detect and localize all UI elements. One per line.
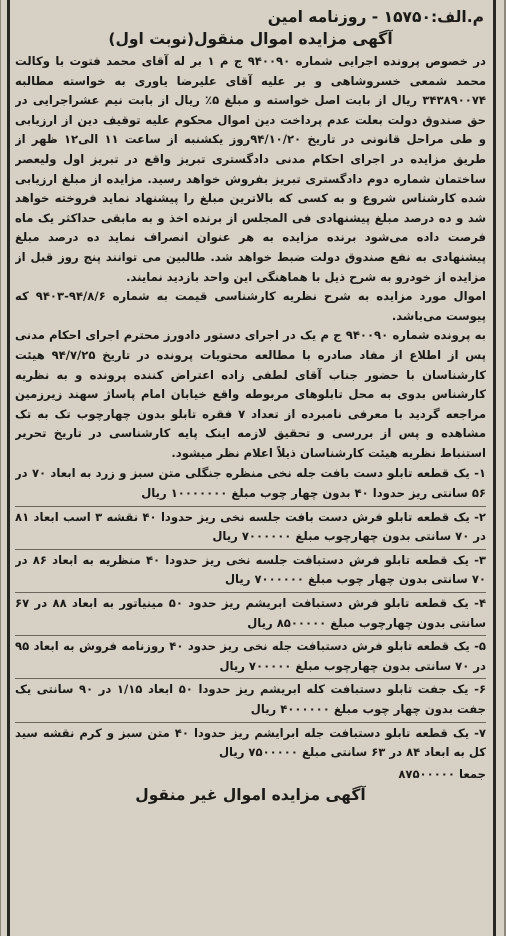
next-notice-heading: آگهی مزایده اموال غیر منقول xyxy=(135,786,366,805)
auction-item-7: ۷- یک قطعه تابلو دستبافت جله ابرایشم ریز حدودا ۴۰ متن سبز و کرم نقشه سید کل به ابعاد ۸۴ در ۶۳ سانتی مبلغ ۷۵۰۰۰۰۰ ریال xyxy=(15,725,486,760)
notice-paragraph-3: به پرونده شماره ۹۴۰۰۹۰ ج م یک در اجرای دستور دادورز محترم اجرای احکام مدنی پس از اطلاع از مفاد صادره با مطالعه محتویات پرونده در تاریخ ۹۴/۷/۲۵ هیئت کارشناسان با حضور جناب آقای لطفی زاده اعتراض کننده پرونده و به نظریه کارشناس بدوی به محل تابلوهای مربوطه واقع خیابان امام پاساژ سهند زیرزمین مراجعه گردید با معرفی نامبرده از تعداد ۷ فقره تابلو بدون چهارچوب تک به تک مشاهده و پس از بررسی و تحقیق لازمه اینک پایه کارشناسی در تاریخ تحریر استنباط نظریه هیئت کارشناسان ذیلاً اعلام نظر میشود. xyxy=(15,328,486,460)
left-column-rule xyxy=(7,0,10,936)
auction-item-4: ۴- یک قطعه تابلو فرش دستبافت ابریشم ریز حدود ۵۰ مینیاتور به ابعاد ۸۸ در ۶۷ سانتی بدون چهارچوب مبلغ ۸۵۰۰۰۰۰ ریال xyxy=(15,593,486,636)
notice-paragraph-2: اموال مورد مزایده به شرح نظریه کارشناسی قیمت به شماره ۹۴/۸/۶-۹۴۰۳ که پیوست می‌باشد. xyxy=(15,289,486,323)
notice-paragraph-1: در خصوص پرونده اجرایی شماره ۹۴۰۰۹۰ ج م ۱ بر له آقای محمد فتوت با وکالت محمد شمعی خسروشاهی و بر علیه آقای علیرضا یاوری به خواسته مطالبه ۳۴۳۸۹۰۰۷۴ ریال از بابت اصل خواسته و مبلغ ۵٪ ریال از بابت نیم عشراجرایی در حق صندوق دولت بعلت عدم پرداخت دین اموال محکوم علیه توقیف دین از ارزیابی و طی مراحل قانونی در تاریخ ۹۴/۱۰/۲۰روز یکشنبه از ساعت ۱۱ الی۱۲ ظهر از طریق مزایده در اجرای احکام مدنی دادگستری تبریز واقع در تبریز اول ولیعصر ساختمان شماره دوم دادگستری تبریز بفروش خواهد رسید. مزایده از مبلغ ارزیابی شده کارشناس شروع و به کسی که بالاترین مبلغ را پیشنهاد نماید فروخته خواهد شد و ده درصد مبلغ پیشنهادی فی المجلس از برنده اخذ و به مابقی حداکثر یک ماه فرصت داده می‌شود برنده مزایده به هر عنوان انصراف نماید ده درصد مبلغ پیشنهادی به نفع صندوق دولت ضبط خواهد شد. طالبین می توانند پنج روز قبل از مزایده از خودرو به شرح ذیل با هماهنگی این واحد بازدید نمایند. xyxy=(15,54,486,284)
total-amount: جمعا ۸۷۵۰۰۰۰۰ xyxy=(398,766,486,781)
notice-body xyxy=(15,6,486,936)
notice-reference: م.الف:۱۵۷۵۰ - روزنامه امین xyxy=(267,8,484,26)
auction-item-1: ۱- یک قطعه تابلو دست بافت جله نخی منظره جنگلی متن سبز و زرد به ابعاد ۷۰ در ۵۶ سانتی ریز حدودا ۴۰ بدون چهار چوب مبلغ ۱۰۰۰۰۰۰۰ ریال xyxy=(15,463,486,506)
auction-item-6: ۶- یک جفت تابلو دستبافت کله ابریشم ریز حدودا ۵۰ ابعاد ۱/۱۵ در ۹۰ سانتی یک جفت بدون چهار چوب مبلغ ۴۰۰۰۰۰۰ ریال xyxy=(15,679,486,722)
right-column-rule xyxy=(493,0,496,936)
auction-item-2: ۲- یک قطعه تابلو فرش دست بافت جلسه نخی ریز حدودا ۴۰ نقشه ۳ اسب ابعاد ۸۱ در ۷۰ سانتی بدون چهارچوب مبلغ ۷۰۰۰۰۰۰ ریال xyxy=(15,507,486,550)
notice-title: آگهی مزایده اموال منقول(نوبت اول) xyxy=(108,30,393,48)
auction-items-list xyxy=(15,463,486,764)
auction-item-3: ۳- یک قطعه تابلو فرش دستبافت جلسه نخی ریز حدودا ۴۰ منظریه به ابعاد ۸۶ در ۷۰ سانتی بدون چهار چوب مبلغ ۷۰۰۰۰۰۰ ریال xyxy=(15,550,486,593)
auction-item-5: ۵- یک قطعه تابلو فرش دستبافت جله نخی ریز حدود ۴۰ روزنامه فروش به ابعاد ۹۵ در ۷۰ سانتی بدون چهارچوب مبلغ ۷۰۰۰۰۰ ریال xyxy=(15,636,486,679)
